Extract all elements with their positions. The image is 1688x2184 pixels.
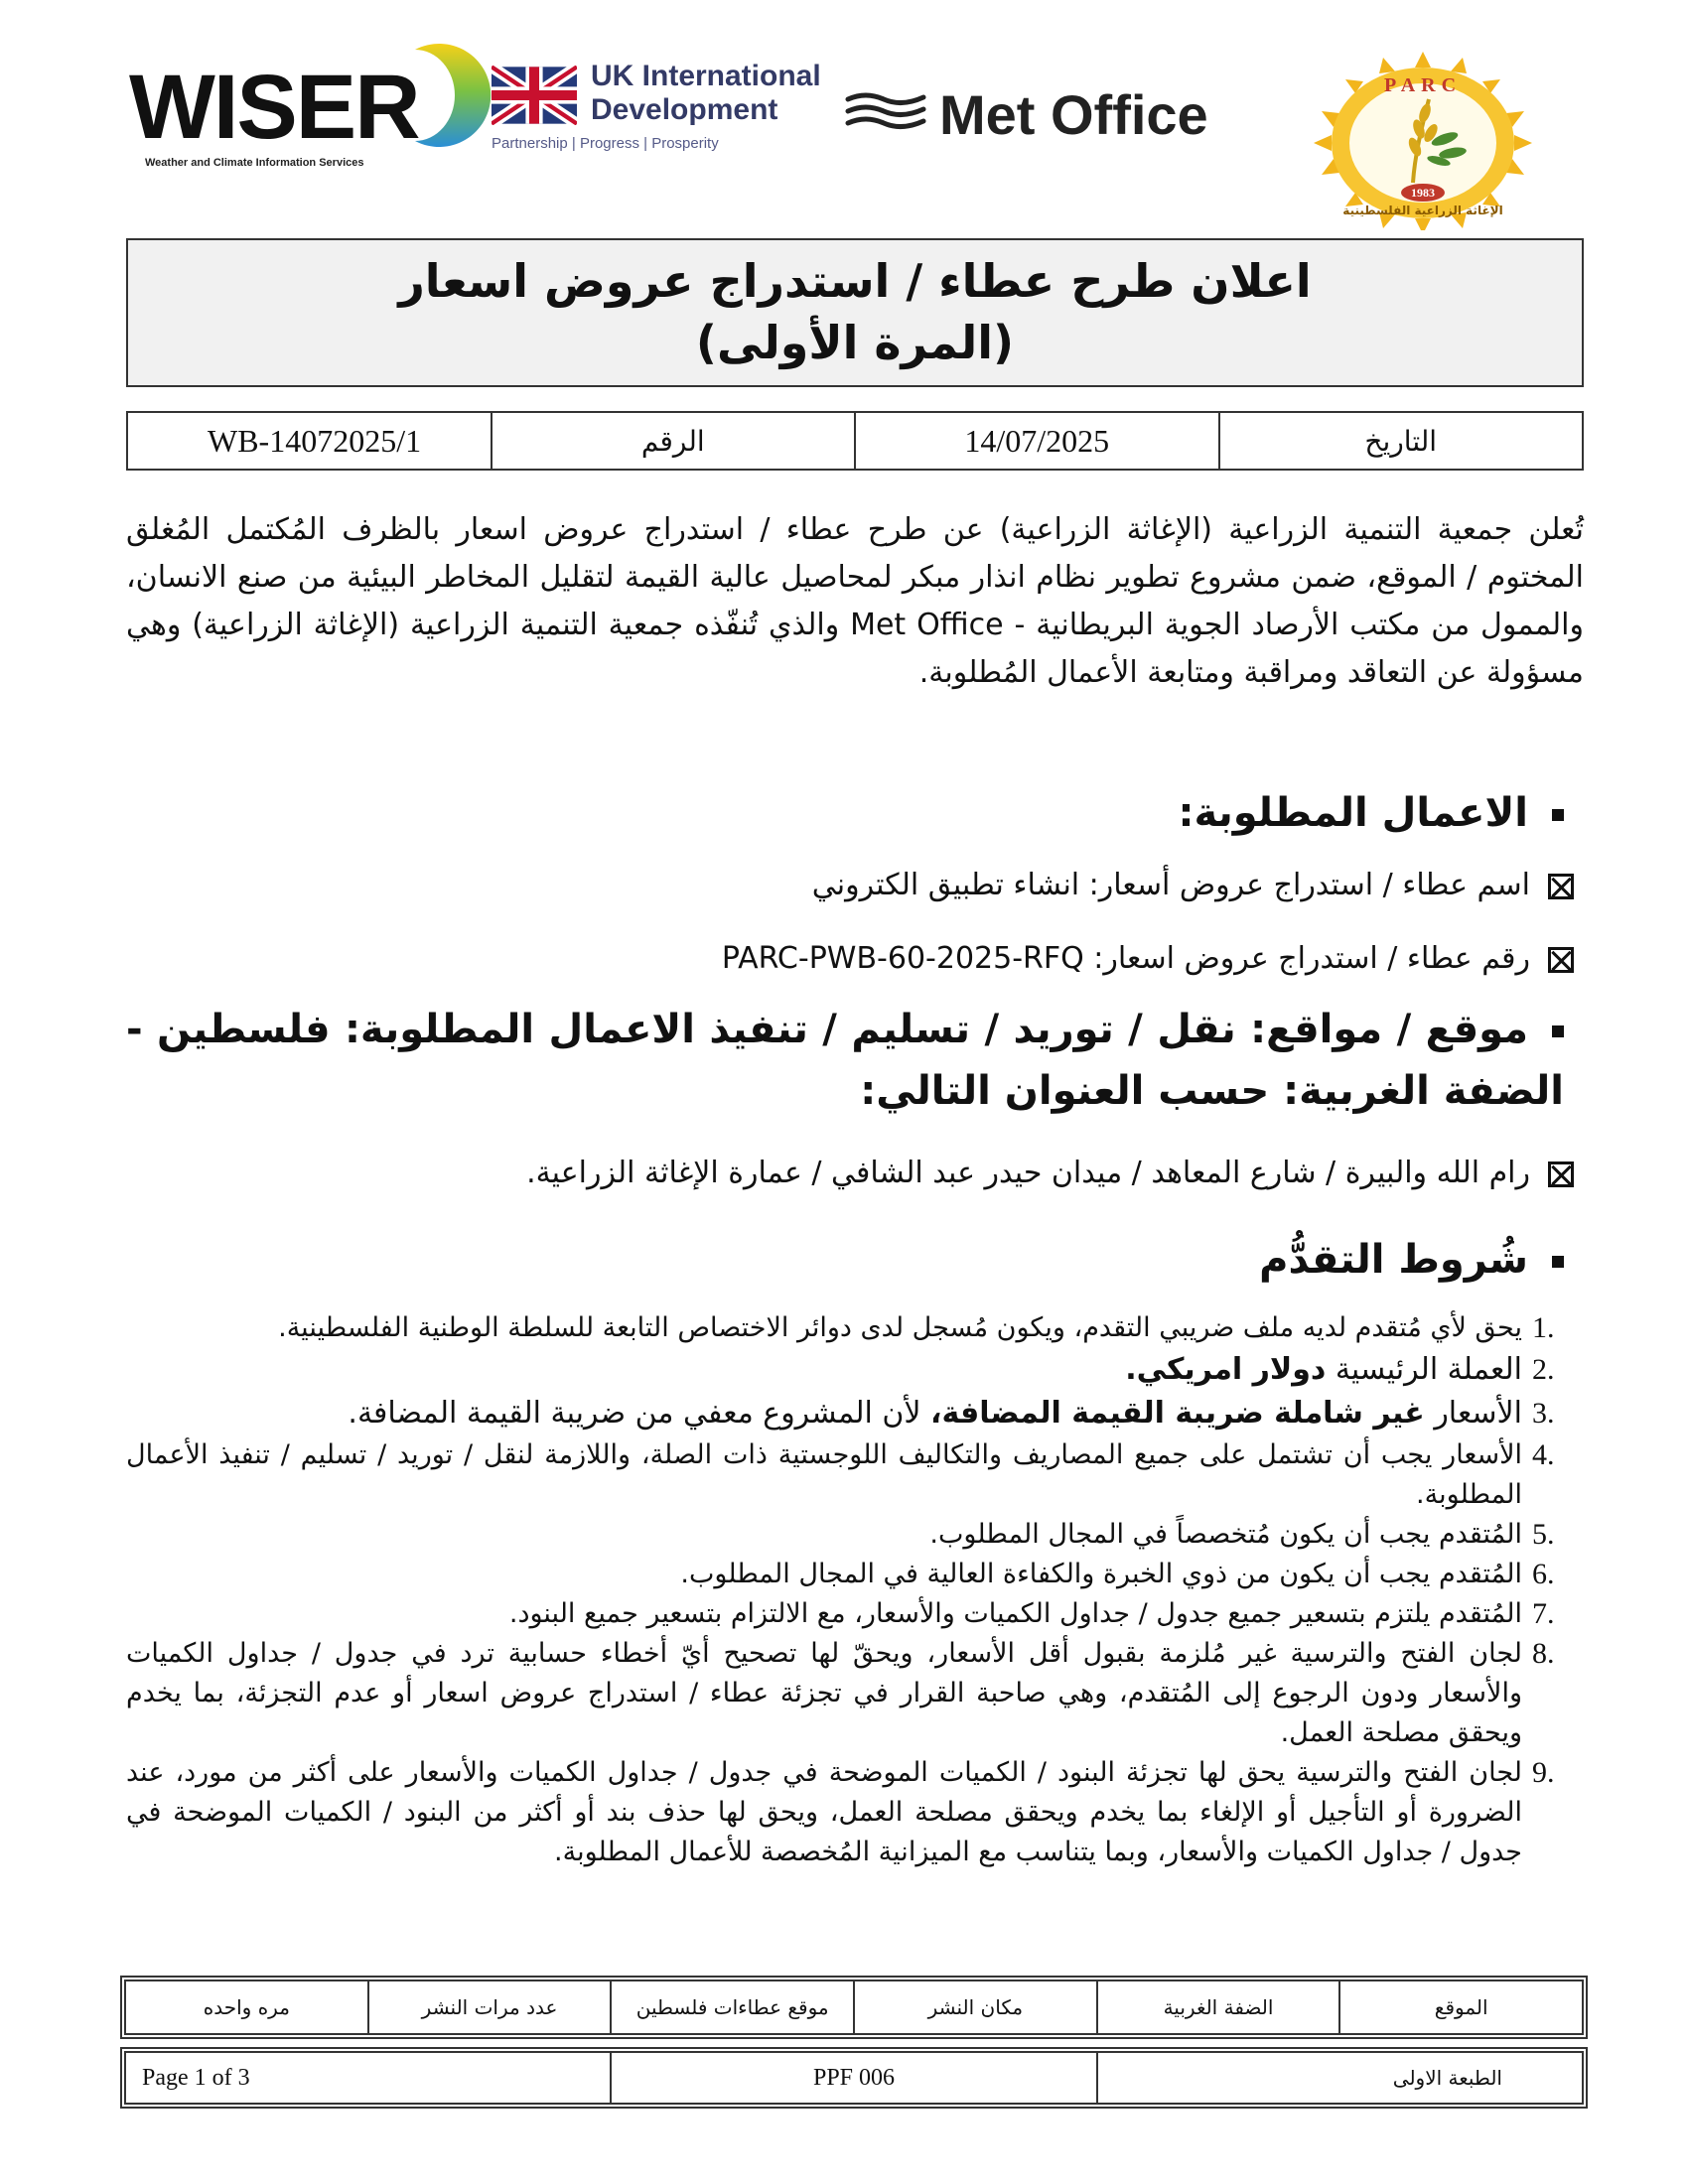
terms-item-number: 2. — [1532, 1353, 1555, 1386]
terms-item-text-post: لأن المشروع معفي من ضريبة القيمة المضافة. — [348, 1396, 931, 1431]
works-heading — [1179, 784, 1564, 842]
terms-item-number: 3. — [1532, 1397, 1555, 1430]
number-value: WB-14072025/1 — [127, 412, 492, 470]
works-item-text: رقم عطاء / استدراج عروض اسعار: PARC-PWB-60-2025-RFQ — [721, 941, 1530, 976]
wiser-wordmark: WISER — [129, 57, 419, 158]
terms-item — [126, 1515, 1584, 1555]
parc-top-text: PARC — [1383, 74, 1463, 96]
terms-item-number: 4. — [1532, 1438, 1555, 1471]
wiser-subtitle: Weather and Climate Information Services — [145, 157, 364, 169]
union-jack-icon — [492, 66, 577, 125]
works-item-text: اسم عطاء / استدراج عروض أسعار: انشاء تطبيق الكتروني — [811, 868, 1530, 902]
uk-title-line2: Development — [591, 93, 778, 126]
works-item-number — [722, 937, 1574, 981]
location-heading-text: موقع / مواقع: نقل / توريد / تسليم / تنفيذ الاعمال المطلوبة: فلسطين - الضفة الغربية: حسب العنوان التالي: — [126, 1007, 1564, 1114]
date-value: 14/07/2025 — [855, 412, 1219, 470]
terms-item-text: المُتقدم يجب أن يكون مُتخصصاً في المجال المطلوب. — [929, 1519, 1522, 1550]
square-bullet-icon — [1552, 1256, 1564, 1268]
page-number: Page 1 of 3 — [125, 2052, 611, 2104]
terms-item-text: لجان الفتح والترسية يحق لها تجزئة البنود / الكميات الموضحة في جدول / جداول الكميات والأسعار على أكثر من مورد، عند الضرورة أو التأجيل أو الإلغاء بما يخدم ويحقق مصلحة العمل، ويحق لها حذف بند أو أكثر من البنود / الكميات الموضحة في جدول / جداول الكميات والأسعار، وبما يتناسب مع الميزانية المُخصصة للأعمال المطلوبة. — [126, 1757, 1522, 1867]
terms-item — [126, 1435, 1584, 1515]
terms-item — [126, 1555, 1584, 1594]
square-bullet-icon — [1552, 1025, 1564, 1037]
uk-international-development-logo — [492, 60, 821, 164]
location-address — [526, 1152, 1574, 1195]
terms-item-text: المُتقدم يجب أن يكون من ذوي الخبرة والكفاءة العالية في المجال المطلوب. — [680, 1559, 1522, 1589]
terms-item-number: 6. — [1532, 1558, 1555, 1590]
terms-item — [126, 1392, 1584, 1435]
uk-title — [591, 60, 821, 127]
terms-item-text: المُتقدم يلتزم بتسعير جميع جدول / جداول الكميات والأسعار، مع الالتزام بتسعير جميع البنود. — [508, 1598, 1522, 1629]
document-footer-table — [124, 2051, 1584, 2105]
location-heading — [126, 999, 1564, 1122]
footer-cell: مره واحده — [125, 1980, 368, 2034]
terms-item — [126, 1594, 1584, 1634]
announcement-subtitle: (المرة الأولى) — [695, 316, 1015, 369]
wiser-logo — [129, 40, 467, 169]
publication-info-table — [124, 1979, 1584, 2035]
checked-box-icon — [1548, 947, 1574, 973]
terms-item-text-pre: الأسعار — [1424, 1396, 1522, 1431]
works-heading-text: الاعمال المطلوبة: — [1178, 790, 1528, 836]
parc-year: 1983 — [1411, 186, 1435, 200]
terms-item — [126, 1634, 1584, 1753]
document-footer-row — [125, 2052, 1583, 2104]
met-office-waves-icon — [844, 91, 929, 135]
footer-cell: عدد مرات النشر — [368, 1980, 612, 2034]
terms-item-number: 5. — [1532, 1518, 1555, 1551]
parc-ring-text: الإغاثة الزراعية الفلسطينية — [1342, 204, 1503, 217]
works-item-name — [812, 864, 1574, 907]
terms-item — [126, 1348, 1584, 1392]
terms-item-number: 9. — [1532, 1756, 1555, 1789]
terms-heading-text: شُروط التقدُّم — [1259, 1237, 1528, 1283]
terms-heading — [1259, 1231, 1564, 1289]
terms-item-number: 1. — [1532, 1311, 1555, 1344]
terms-item — [126, 1753, 1584, 1872]
square-bullet-icon — [1552, 809, 1564, 821]
terms-item — [126, 1308, 1584, 1348]
intro-paragraph: تُعلن جمعية التنمية الزراعية (الإغاثة الزراعية) عن طرح عطاء / استدراج عروض اسعار بالظرف المُكتمل المُغلق المختوم / الموقع، ضمن مشروع تطوير نظام انذار مبكر لمحاصيل عالية القيمة لتقليل المخاطر البيئية من صنع الانسان، والممول من مكتب الأرصاد الجوية البريطانية - Met Office والذي تُنفّذه جمعية التنمية الزراعية (الإغاثة الزراعية) وهي مسؤولة عن التعاقد ومراقبة ومتابعة الأعمال المُطلوبة. — [126, 512, 1584, 690]
edition-label: الطبعة الاولى — [1097, 2052, 1583, 2104]
date-number-table — [126, 411, 1584, 471]
form-code: PPF 006 — [611, 2052, 1096, 2104]
met-office-wordmark: Met Office — [939, 83, 1208, 146]
location-address-text: رام الله والبيرة / شارع المعاهد / ميدان حيدر عبد الشافي / عمارة الإغاثة الزراعية. — [526, 1156, 1530, 1190]
footer-cell: مكان النشر — [854, 1980, 1097, 2034]
terms-item-text-bold: غير شاملة ضريبة القيمة المضافة، — [930, 1396, 1425, 1431]
publication-info-row — [125, 1980, 1583, 2034]
terms-item-text: لجان الفتح والترسية غير مُلزمة بقبول أقل الأسعار، ويحقّ لها تصحيح أيّ أخطاء حسابية ترد في جدول / جداول الكميات والأسعار ودون الرجوع إلى المُتقدم، وهي صاحبة القرار في تجزئة عطاء / استدراج عروض اسعار أو عدم التجزئة، بما يخدم ويحقق مصلحة العمل. — [126, 1638, 1522, 1748]
number-label: الرقم — [492, 412, 856, 470]
date-number-row — [127, 412, 1583, 470]
checked-box-icon — [1548, 874, 1574, 899]
announcement-title: اعلان طرح عطاء / استدراج عروض اسعار — [398, 254, 1312, 308]
announcement-title-box — [126, 238, 1584, 387]
footer-cell: الضفة الغربية — [1097, 1980, 1340, 2034]
terms-item-text-pre: العملة الرئيسية — [1326, 1352, 1522, 1387]
uk-title-line1: UK International — [591, 60, 821, 92]
terms-item-text: الأسعار يجب أن تشتمل على جميع المصاريف والتكاليف اللوجستية ذات الصلة، واللازمة لنقل / توريد / تسليم / تنفيذ الأعمال المطلوبة. — [126, 1439, 1522, 1510]
checked-box-icon — [1548, 1161, 1574, 1187]
footer-cell: الموقع — [1339, 1980, 1583, 2034]
footer-cell: موقع عطاءات فلسطين — [611, 1980, 854, 2034]
date-label: التاريخ — [1219, 412, 1584, 470]
terms-item-text: يحق لأي مُتقدم لديه ملف ضريبي التقدم، ويكون مُسجل لدى دوائر الاختصاص التابعة للسلطة الوطنية الفلسطينية. — [278, 1312, 1522, 1343]
wiser-globe-icon — [395, 40, 498, 151]
parc-logo — [1279, 52, 1567, 230]
terms-item-text-bold: دولار امريكي. — [1125, 1352, 1327, 1387]
parc-seal-icon — [1279, 52, 1567, 230]
uk-tagline: Partnership | Progress | Prosperity — [492, 135, 719, 152]
met-office-logo — [844, 85, 1261, 145]
terms-item-number: 7. — [1532, 1597, 1555, 1630]
terms-list — [126, 1308, 1584, 1872]
terms-item-number: 8. — [1532, 1637, 1555, 1670]
